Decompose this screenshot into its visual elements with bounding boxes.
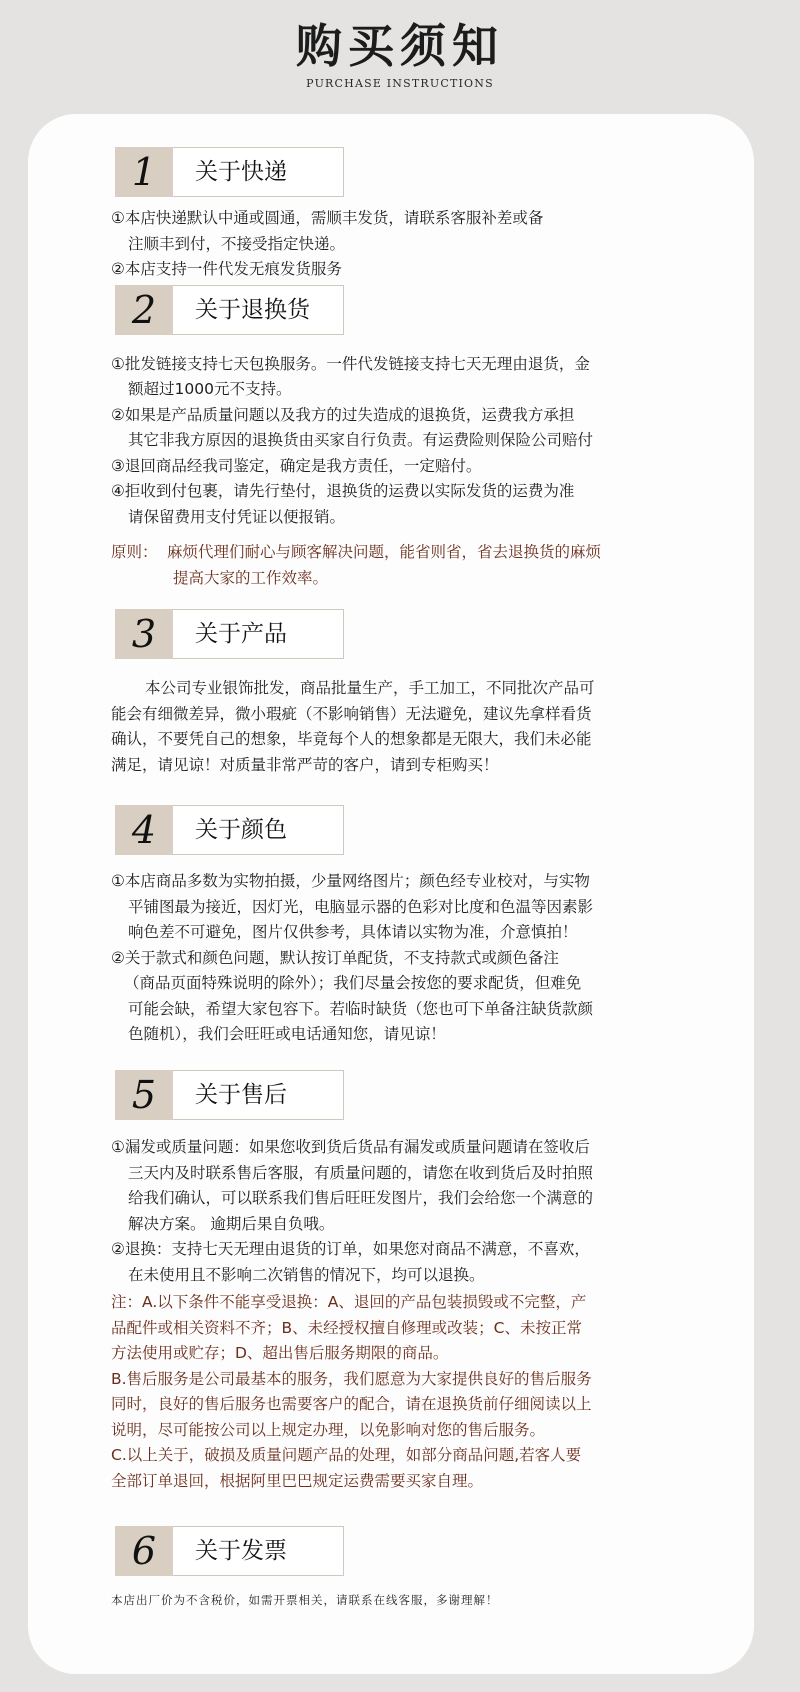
text-line: ③退回商品经我司鉴定，确定是我方责任，一定赔付。 [111,457,482,475]
section-number: 4 [115,805,173,855]
text-line: 解决方案。 逾期后果自负哦。 [128,1215,335,1233]
text-line: 在未使用且不影响二次销售的情况下，均可以退换。 [128,1266,485,1284]
text-line: 额超过1000元不支持。 [128,380,292,398]
section-6-header [115,1526,343,1576]
text-line: 能会有细微差异，微小瑕疵（不影响销售）无法避免，建议先拿样看货 [111,705,592,723]
section-title: 关于发票 [173,1526,344,1576]
text-line: ①漏发或质量问题：如果您收到货后货品有漏发或质量问题请在签收后 [111,1138,590,1156]
section-1-header [115,147,343,197]
section-title: 关于售后 [173,1070,344,1120]
text-line: ②本店支持一件代发无痕发货服务 [111,260,342,278]
section-4-header [115,805,343,855]
section-title: 关于快递 [173,147,344,197]
text-line: 可能会缺，希望大家包容下。若临时缺货（您也可下单备注缺货款颜 [128,1000,594,1018]
text-line: ②如果是产品质量问题以及我方的过失造成的退换货，运费我方承担 [111,406,575,424]
text-line: ②退换：支持七天无理由退货的订单，如果您对商品不满意，不喜欢， [111,1240,590,1258]
note-line: 同时，良好的售后服务也需要客户的配合，请在退换货前仔细阅读以上 [111,1395,592,1413]
page-subtitle: PURCHASE INSTRUCTIONS [306,77,494,90]
text-line: ②关于款式和颜色问题，默认按订单配货，不支持款式或颜色备注 [111,949,559,967]
text-line: ①本店快递默认中通或圆通，需顺丰发货，请联系客服补差或备 [111,209,544,227]
text-line: 请保留费用支付凭证以便报销。 [128,508,346,526]
section-3-header [115,609,343,659]
note-line: 品配件或相关资料不齐；B、未经授权擅自修理或改装；C、未按正常 [111,1319,582,1337]
text-line: 平铺图最为接近，因灯光，电脑显示器的色彩对比度和色温等因素影 [128,898,594,916]
page-header [0,0,800,112]
section-number: 6 [115,1526,173,1576]
section-title: 关于退换货 [173,285,344,335]
section-number: 3 [115,609,173,659]
text-line: 本公司专业银饰批发，商品批量生产，手工加工，不同批次产品可 [145,679,595,697]
principle-label: 原则： [111,543,158,561]
text-line: 本店出厂价为不含税价，如需开票相关，请联系在线客服，多谢理解！ [111,1593,499,1607]
text-line: 其它非我方原因的退换货由买家自行负责。有运费险则保险公司赔付 [128,431,594,449]
text-line: 注顺丰到付，不接受指定快递。 [128,235,346,253]
text-line: 确认，不要凭自己的想象，毕竟每个人的想象都是无限大，我们未必能 [111,730,592,748]
principle-line: 麻烦代理们耐心与顾客解决问题，能省则省，省去退换货的麻烦 [167,543,602,561]
text-line: ①批发链接支持七天包换服务。一件代发链接支持七天无理由退货，金 [111,355,590,373]
note-line: B.售后服务是公司最基本的服务，我们愿意为大家提供良好的售后服务 [111,1370,592,1388]
principle-line: 提高大家的工作效率。 [173,569,329,587]
text-line: 给我们确认，可以联系我们售后旺旺发图片，我们会给您一个满意的 [128,1189,594,1207]
note-line: 方法使用或贮存；D、超出售后服务期限的商品。 [111,1344,449,1362]
text-line: ①本店商品多数为实物拍摄，少量网络图片；颜色经专业校对，与实物 [111,872,590,890]
text-line: ④拒收到付包裹，请先行垫付，退换货的运费以实际发货的运费为准 [111,482,575,500]
text-line: 色随机），我们会旺旺或电话通知您，请见谅！ [128,1025,446,1043]
section-number: 1 [115,147,173,197]
note-line: 说明，尽可能按公司以上规定办理，以免影响对您的售后服务。 [111,1421,546,1439]
section-title: 关于颜色 [173,805,344,855]
note-line: C.以上关于，破损及质量问题产品的处理，如部分商品问题,若客人要 [111,1446,582,1464]
section-2-header [115,285,343,335]
note-line: 注：A.以下条件不能享受退换：A、退回的产品包装损毁或不完整，产 [111,1293,587,1311]
page-title: 购买须知 [296,19,504,73]
text-line: 满足，请见谅！对质量非常严苛的客户，请到专柜购买！ [111,756,499,774]
section-number: 5 [115,1070,173,1120]
text-line: （商品页面特殊说明的除外）；我们尽量会按您的要求配货，但难免 [124,974,582,992]
note-line: 全部订单退回，根据阿里巴巴规定运费需要买家自理。 [111,1472,484,1490]
section-5-header [115,1070,343,1120]
text-line: 三天内及时联系售后客服，有质量问题的，请您在收到货后及时拍照 [128,1164,594,1182]
section-number: 2 [115,285,173,335]
section-title: 关于产品 [173,609,344,659]
text-line: 响色差不可避免，图片仅供参考，具体请以实物为准，介意慎拍！ [128,923,578,941]
